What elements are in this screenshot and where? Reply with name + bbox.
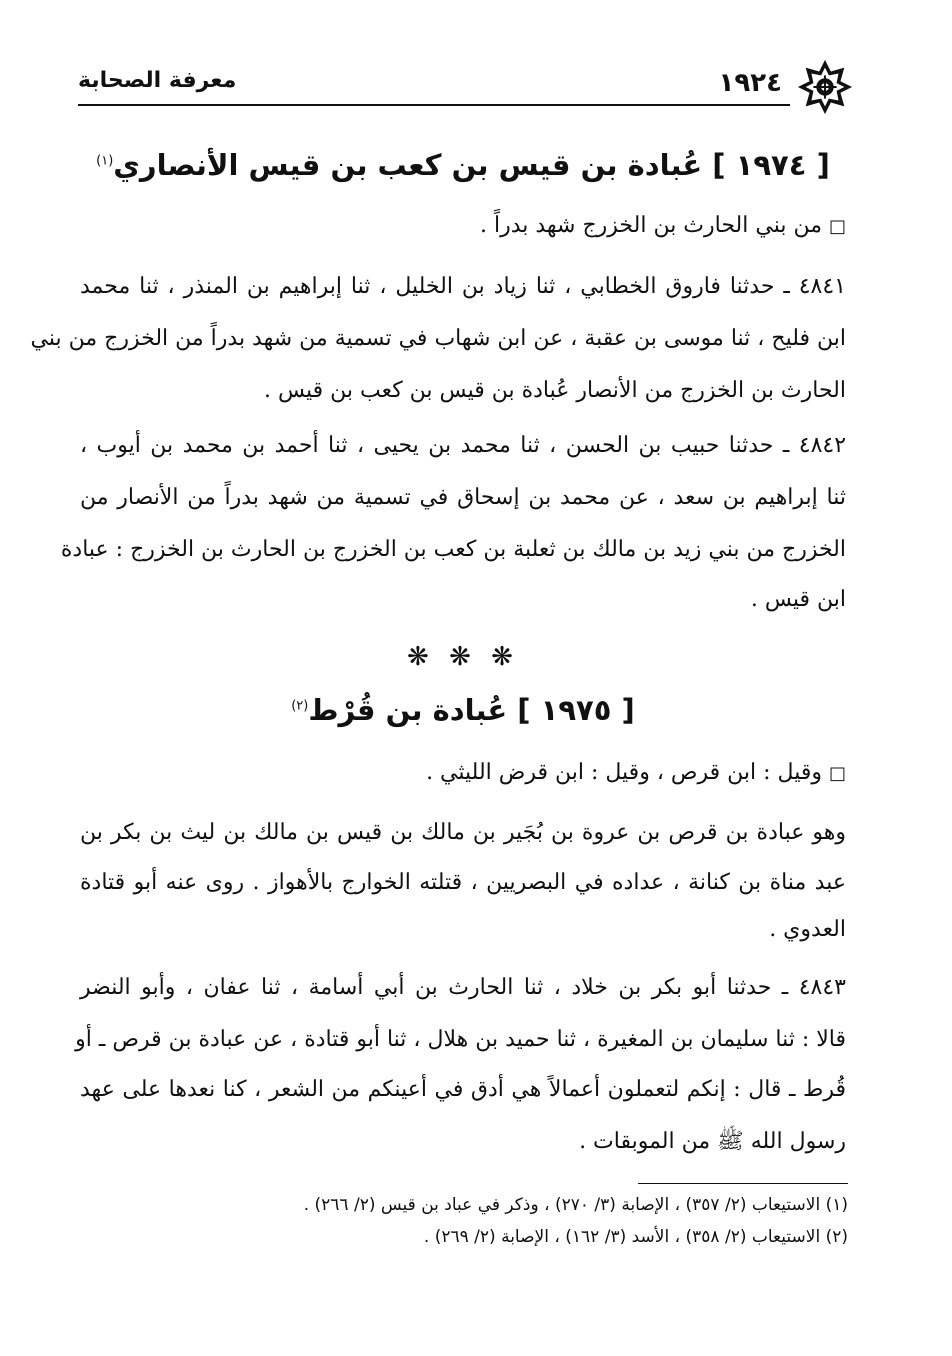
- intro-text: وقيل : ابن قرص ، وقيل : ابن قرض الليثي .: [426, 760, 822, 785]
- square-bullet-icon: □: [828, 763, 846, 784]
- text-line: عبد مناة بن كنانة ، عداده في البصريين ، قتلته الخوارج بالأهواز . روى عنه أبو قتادة: [80, 870, 846, 895]
- entry-title: [ ١٩٧٤ ] عُبادة بن قيس بن كعب بن قيس الأنصاري: [113, 148, 830, 182]
- text-line: ابن فليح ، ثنا موسى بن عقبة ، عن ابن شهاب في تسمية من شهد بدراً من الخزرج من بني: [30, 326, 846, 351]
- text-line: العدوي .: [769, 917, 846, 942]
- footnote-mark: (١): [96, 153, 114, 169]
- section-separator: ❋ ❋ ❋: [407, 642, 519, 672]
- page-number: ١٩٢٤: [718, 68, 782, 98]
- text-line: وهو عبادة بن قرص بن عروة بن بُجَير بن مالك بن قيس بن مالك بن ليث بن بكر بن: [80, 820, 846, 845]
- entry-intro: [80, 213, 846, 238]
- text-line: الخزرج من بني زيد بن مالك بن ثعلبة بن كعب بن الخزرج بن الحارث بن الخزرج : عبادة: [60, 537, 846, 562]
- text-line: ثنا إبراهيم بن سعد ، عن محمد بن إسحاق في تسمية من شهد بدراً من الأنصار من: [80, 485, 846, 510]
- text-line: ٤٨٤١ ـ حدثنا فاروق الخطابي ، ثنا زياد بن الخليل ، ثنا إبراهيم بن المنذر ، ثنا محمد: [80, 274, 846, 299]
- intro-text: من بني الحارث بن الخزرج شهد بدراً .: [479, 213, 822, 238]
- text-line: قالا : ثنا سليمان بن المغيرة ، ثنا حميد بن هلال ، ثنا أبو قتادة ، عن عبادة بن قرص ـ أو: [75, 1027, 846, 1052]
- entry-heading-1974: [78, 148, 848, 182]
- entry-intro: [80, 760, 846, 785]
- header-rule: [78, 104, 790, 106]
- text-line: الحارث بن الخزرج من الأنصار عُبادة بن قيس بن كعب بن قيس .: [263, 378, 846, 403]
- footnote-mark: (٢): [291, 698, 309, 714]
- text-line: ابن قيس .: [750, 587, 846, 612]
- page-header: [78, 58, 848, 114]
- entry-title: [ ١٩٧٥ ] عُبادة بن قُرْط: [308, 693, 635, 727]
- text-line: ٤٨٤٢ ـ حدثنا حبيب بن الحسن ، ثنا محمد بن يحيى ، ثنا أحمد بن محمد بن أيوب ،: [80, 433, 847, 458]
- text-line: قُرط ـ قال : إنكم لتعملون أعمالاً هي أدق في أعينكم من الشعر ، كنا نعدها على عهد: [80, 1077, 846, 1102]
- text-line: رسول الله ﷺ من الموبقات .: [579, 1129, 846, 1154]
- star-ornament-icon: [796, 58, 854, 116]
- text-line: ٤٨٤٣ ـ حدثنا أبو بكر بن خلاد ، ثنا الحارث بن أبي أسامة ، ثنا عفان ، وأبو النضر: [80, 975, 846, 1000]
- running-title: معرفة الصحابة: [78, 68, 237, 93]
- entry-heading-1975: [78, 693, 848, 727]
- footnote-rule: [638, 1183, 848, 1184]
- footnote-1: (١) الاستيعاب (٢/ ٣٥٧) ، الإصابة (٣/ ٢٧٠) ، وذكر في عباد بن قيس (٢/ ٢٦٦) .: [303, 1195, 848, 1215]
- square-bullet-icon: □: [828, 216, 846, 237]
- footnote-2: (٢) الاستيعاب (٢/ ٣٥٨) ، الأسد (٣/ ١٦٢) ، الإصابة (٢/ ٢٦٩) .: [423, 1227, 848, 1247]
